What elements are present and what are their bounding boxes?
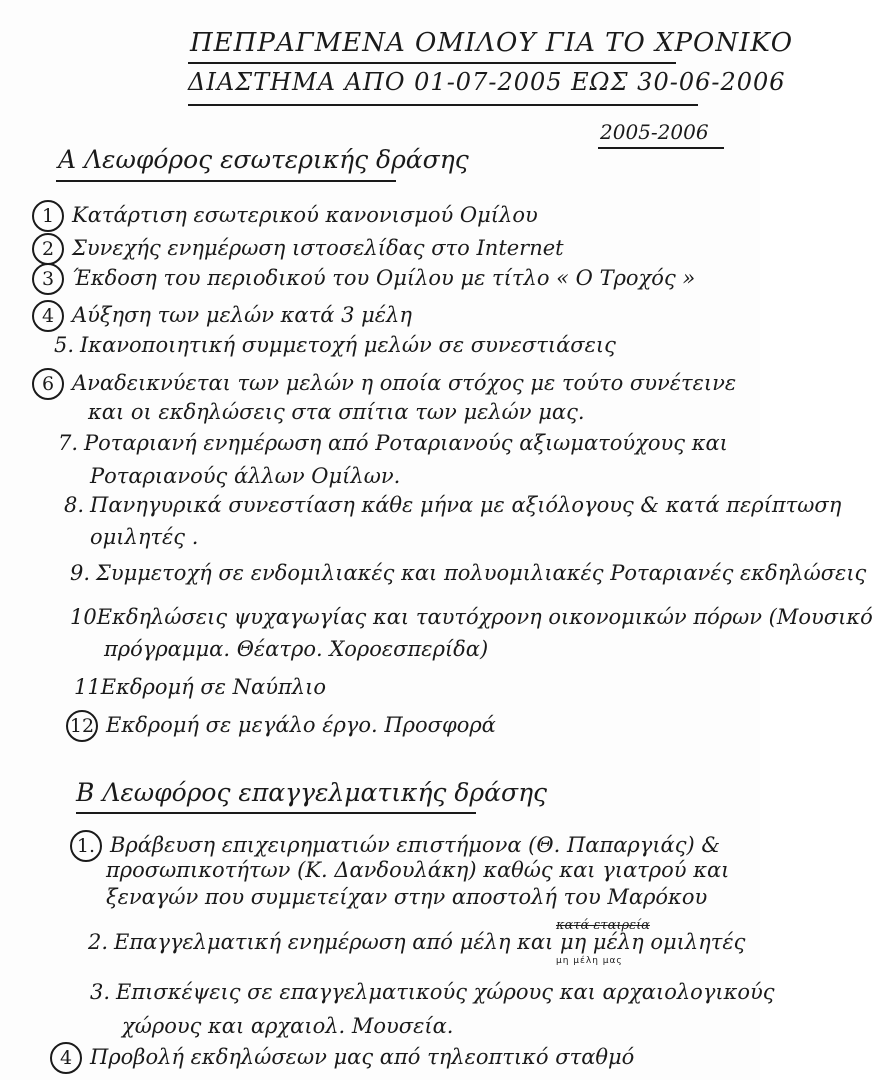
item-number: 3. [90,980,111,1004]
item-number: 1. [70,830,102,862]
item-number: 3 [32,263,64,295]
list-item: 10Εκδηλώσεις ψυχαγωγίας και ταυτόχρονη οικονομικών πόρων (Μουσικό [70,605,873,629]
list-item: 7. Ροταριανή ενημέρωση από Ροταριανούς αξιωματούχους και [58,431,728,455]
list-item: 12 Εκδρομή σε μεγάλο έργο. Προσφορά [66,710,496,742]
item-number: 8. [64,493,85,517]
list-item: 3 Έκδοση του περιοδικού του Ομίλου με τίτλο « Ο Τροχός » [32,263,695,295]
item-number: 1 [32,200,64,232]
item-number: 11 [74,675,101,699]
section-b-underline [76,812,476,814]
list-item-continued: και οι εκδηλώσεις στα σπίτια των μελών μας. [88,400,585,424]
list-item: 2 Συνεχής ενημέρωση ιστοσελίδας στο Internet [32,233,564,265]
list-item-continued: ομιλητές . [90,525,199,549]
list-item-continued: πρόγραμμα. Θέατρο. Χοροεσπερίδα) [104,637,489,661]
struck-text: κατά εταιρεία [556,918,650,933]
list-item-continued: Ροταριανούς άλλων Ομίλων. [90,464,401,488]
title-line-2: ΔΙΑΣΤΗΜΑ ΑΠΟ 01-07-2005 ΕΩΣ 30-06-2006 [188,68,786,96]
item-number: 2. [88,930,109,954]
list-item-continued: προσωπικοτήτων (Κ. Δανδουλάκη) καθώς και γιατρού και [106,858,730,882]
title-line-1: ΠΕΠΡΑΓΜΕΝΑ ΟΜΙΛΟΥ ΓΙΑ ΤΟ ΧΡΟΝΙΚΟ [190,28,794,58]
list-item: 1. Βράβευση επιχειρηματιών επιστήμονα (Θ. Παπαργιάς) & [70,830,720,862]
section-a-heading: Α Λεωφόρος εσωτερικής δράσης [58,145,469,174]
item-number: 4 [32,300,64,332]
year-underline [598,147,724,149]
list-item: 4 Προβολή εκδηλώσεων μας από τηλεοπτικό σταθμό [50,1042,634,1074]
list-item-continued: ξεναγών που συμμετείχαν στην αποστολή του Μαρόκου [106,885,708,909]
list-item: 11Εκδρομή σε Ναύπλιο [74,675,326,699]
title-underline-1 [188,62,676,64]
list-item: 2. Επαγγελματική ενημέρωση από μέλη και μη μέλη ομιλητές [88,930,746,954]
list-item: 1 Κατάρτιση εσωτερικού κανονισμού Ομίλου [32,200,538,232]
year-range: 2005-2006 [600,120,709,144]
list-item: 4 Αύξηση των μελών κατά 3 μέλη [32,300,412,332]
section-b-heading: Β Λεωφόρος επαγγελματικής δράσης [76,778,548,807]
title-underline-2 [188,104,698,106]
list-item: 3. Επισκέψεις σε επαγγελματικούς χώρους και αρχαιολογικούς [90,980,775,1004]
item-number: 7. [58,431,79,455]
item-number: 6 [32,368,64,400]
item-number: 10 [70,605,97,629]
list-item: 6 Αναδεικνύεται των μελών η οποία στόχος με τούτο συνέτεινε [32,368,736,400]
list-item: 5. Ικανοποιητική συμμετοχή μελών σε συνεστιάσεις [54,333,616,357]
item-number: 4 [50,1042,82,1074]
item-number: 12 [66,710,98,742]
list-item: 9. Συμμετοχή σε ενδομιλιακές και πολυομιλιακές Ροταριανές εκδηλώσεις [70,561,867,585]
item-number: 2 [32,233,64,265]
list-item: 8. Πανηγυρικά συνεστίαση κάθε μήνα με αξιόλογους & κατά περίπτωση [64,493,842,517]
list-item-continued: χώρους και αρχαιολ. Μουσεία. [122,1014,454,1038]
item-number: 5. [54,333,75,357]
section-a-underline [56,180,396,182]
inserted-correction: μη μέλη μας [556,956,623,966]
item-number: 9. [70,561,91,585]
